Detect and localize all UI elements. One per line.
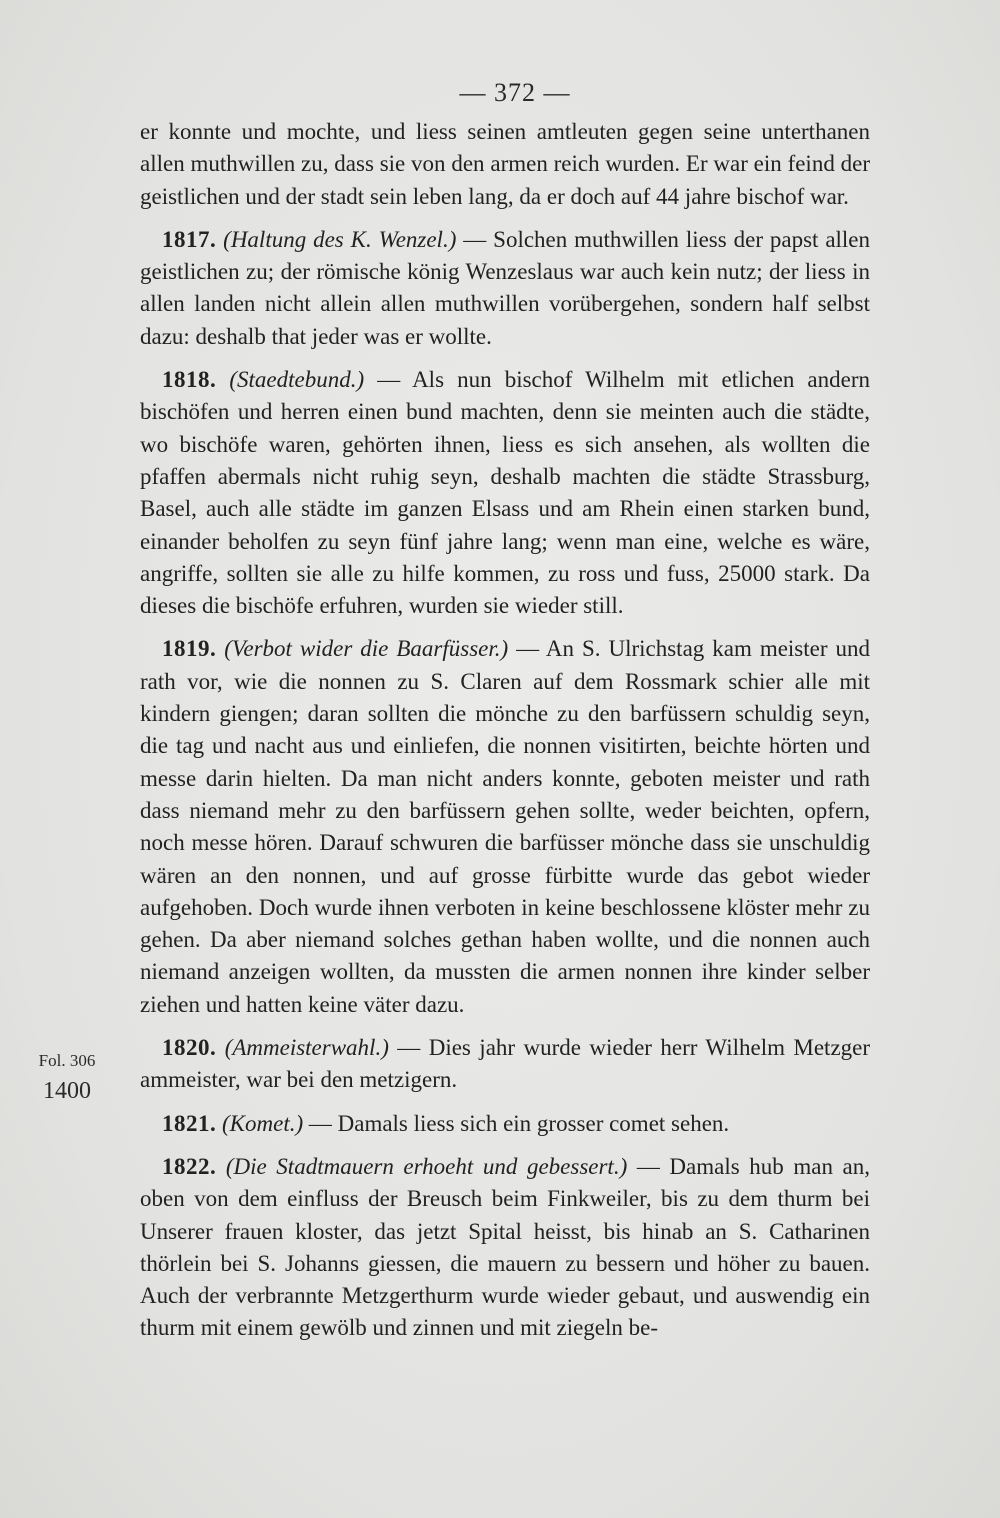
entry-1817 — [140, 224, 870, 353]
entry-title: (Die Stadtmauern erhoeht und gebessert.) — [225, 1153, 628, 1179]
entry-1821 — [140, 1108, 870, 1140]
page-number: — 372 — — [459, 78, 571, 107]
entry-number: 1822. — [162, 1153, 217, 1179]
paragraph-body: er konnte und mochte, und liess seinen amtleuten gegen seine unterthanen allen muthwillen zu, dass sie von den armen reich wurden. Er war ein feind der geistlichen und der stadt sein leben lang, da er doch auf 44 jahre bischof war. — [140, 119, 870, 209]
entry-body: — Damals hub man an, oben von dem einfluss der Breusch beim Finkweiler, bis zu dem thurm bei Unserer frauen kloster, das jetzt Spital heisst, bis hinab an S. Catharinen thörlein bei S. Johanns giessen, die mauern zu bessern und höher zu bauen. Auch der verbrannte Metzgerthurm wurde wieder gebaut, und auswendig ein thurm mit einem gewölb und zinnen und mit ziegeln be- — [140, 1153, 870, 1341]
paragraph-continuation — [140, 116, 870, 213]
entry-number: 1819. — [162, 636, 217, 662]
margin-folio-note: Fol. 306 — [38, 1051, 96, 1070]
entry-body: — Damals liess sich ein grosser comet sehen. — [308, 1110, 730, 1136]
entry-1819 — [140, 633, 870, 1021]
entry-body: — An S. Ulrichstag kam meister und rath vor, wie die nonnen zu S. Claren auf dem Rossmark schier alle mit kindern giengen; daran sollten die mönche zu den barfüssern schuldig seyn, die tag und nacht aus und einliefen, die nonnen visitirten, beichte hörten und messe darin hielten. Da man nicht anders konnte, geboten meister und rath dass niemand mehr zu den barfüssern gehen sollte, weder beichten, opfern, noch messe hören. Darauf schwuren die barfüsser mönche dass sie unschuldig wären an den nonnen, und auf grosse fürbitte wurde das gebot wieder aufgehoben. Doch wurde ihnen verboten in keine beschlossene klöster mehr zu gehen. Da aber niemand solches gethan haben wollte, und die nonnen auch niemand anzeigen wollten, da mussten die armen nonnen ihre kinder selber ziehen und hatten keine väter dazu. — [140, 636, 870, 1017]
entry-title: (Staedtebund.) — [229, 367, 365, 393]
entry-title: (Ammeisterwahl.) — [224, 1035, 389, 1061]
entry-number: 1817. — [162, 226, 217, 252]
entry-body: — Solchen muthwillen liess der papst allen geistlichen zu; der römische könig Wenzeslaus war auch kein nutz; der liess in allen landen nicht allein allen muthwillen vorübergehen, sondern half selbst dazu: deshalb that jeder was er wollte. — [140, 226, 871, 349]
entry-number: 1821. — [162, 1110, 217, 1136]
margin-year-note: 1400 — [43, 1078, 91, 1104]
entry-body: — Dies jahr wurde wieder herr Wilhelm Metzger ammeister, war bei den metzigern. — [140, 1035, 871, 1093]
entry-1820 — [140, 1032, 870, 1097]
entry-body: — Als nun bischof Wilhelm mit etlichen andern bischöfen und herren einen bund machten, denn sie meinten auch die städte, wo bischöfe waren, gehörten ihnen, liess es sich ansehen, als wollten die pfaffen abermals nicht ruhig seyn, deshalb machten die städte Strassburg, Basel, auch alle städte im ganzen Elsass und am Rhein einen starken bund, einander beholfen zu seyn fünf jahre lang; wenn man eine, welche es wäre, angriffe, sollten sie alle zu hilfe kommen, zu ross und fuss, 25000 stark. Da dieses die bischöfe erfuhren, wurden sie wieder still. — [140, 367, 871, 619]
entry-title: (Haltung des K. Wenzel.) — [223, 226, 457, 252]
entry-title: (Verbot wider die Baarfüsser.) — [224, 636, 509, 662]
main-text — [140, 116, 870, 1356]
entry-1822 — [140, 1151, 870, 1345]
entry-number: 1818. — [162, 367, 217, 393]
entry-number: 1820. — [162, 1035, 217, 1061]
entry-1818 — [140, 364, 870, 622]
entry-title: (Komet.) — [222, 1110, 304, 1136]
